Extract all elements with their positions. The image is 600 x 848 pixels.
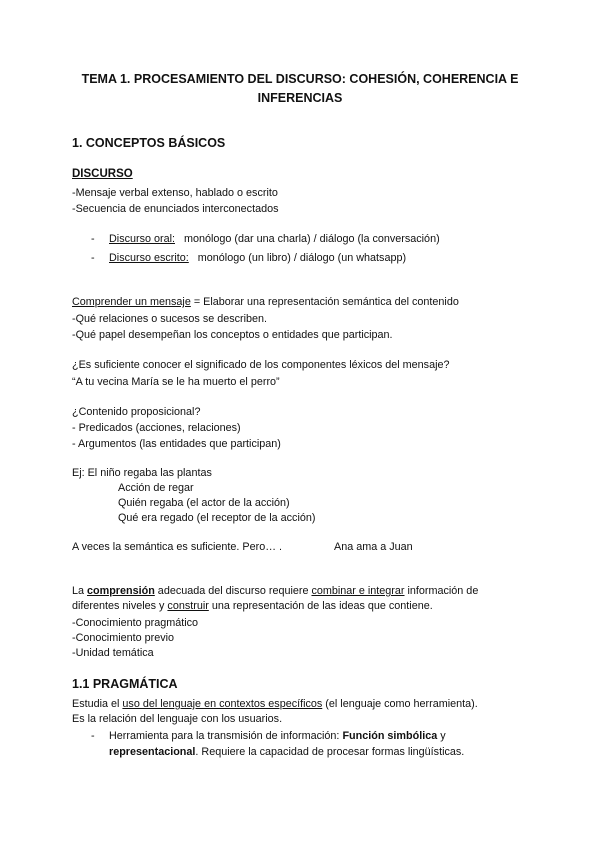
text-line: -Conocimiento previo	[72, 632, 175, 644]
section-heading-conceptos: 1. CONCEPTOS BÁSICOS	[72, 136, 226, 150]
pragmatica-bullet-line-2	[109, 746, 464, 758]
comprender-label: Comprender un mensaje	[72, 296, 191, 308]
text-span: una representación de las ideas que contiene.	[208, 600, 433, 612]
text-span: Herramienta para la transmisión de información:	[109, 730, 343, 742]
bullet-dash: -	[91, 730, 95, 742]
text-span: . Requiere la capacidad de procesar formas lingüísticas.	[195, 746, 465, 758]
example-item: Qué era regado (el receptor de la acción)	[118, 512, 316, 524]
text-span: adecuada del discurso requiere	[154, 585, 312, 597]
aveces-line: A veces la semántica es suficiente. Pero… .	[72, 541, 283, 553]
text-line: -Mensaje verbal extenso, hablado o escrito	[72, 187, 278, 199]
keyword-combinar: combinar e integrar	[311, 585, 405, 597]
pragmatica-bullet-line-1	[109, 730, 446, 742]
text-span: (el lenguaje como herramienta).	[322, 698, 478, 710]
text-span: La	[72, 585, 88, 597]
bullet-item-escrito	[109, 252, 406, 264]
example-item: Acción de regar	[118, 482, 194, 494]
comprender-rest: = Elaborar una representación semántica del contenido	[190, 296, 459, 308]
subheading-discurso: DISCURSO	[72, 168, 133, 180]
bullet-dash: -	[91, 233, 95, 245]
bullet-item-oral	[109, 233, 440, 245]
text-span: Estudia el	[72, 698, 123, 710]
ana-line: Ana ama a Juan	[334, 541, 413, 553]
keyword-construir: construir	[167, 600, 209, 612]
text-span: diferentes niveles y	[72, 600, 168, 612]
example-line: Ej: El niño regaba las plantas	[72, 467, 212, 479]
bullet-dash: -	[91, 252, 95, 264]
document-title: TEMA 1. PROCESAMIENTO DEL DISCURSO: COHESIÓN, COHERENCIA E INFERENCIAS	[81, 72, 519, 105]
text-span: información de	[404, 585, 479, 597]
pragmatica-line-2: Es la relación del lenguaje con los usuarios.	[72, 713, 283, 725]
text-line: -Unidad temática	[72, 647, 154, 659]
bullet-label: Discurso escrito:	[109, 252, 189, 264]
quote-line: “A tu vecina María se le ha muerto el perro”	[72, 376, 280, 388]
prop-question: ¿Contenido proposicional?	[72, 406, 201, 418]
text-line: -Qué relaciones o sucesos se describen.	[72, 313, 268, 325]
section-heading-pragmatica: 1.1 PRAGMÁTICA	[72, 677, 178, 691]
bold-span: representacional	[109, 746, 196, 758]
bullet-text: monólogo (dar una charla) / diálogo (la conversación)	[184, 233, 440, 245]
bold-span: Función simbólica	[342, 730, 438, 742]
comprension-line-1	[72, 585, 478, 597]
bullet-text: monólogo (un libro) / diálogo (un whatsapp)	[197, 252, 407, 264]
text-line: -Conocimiento pragmático	[72, 617, 199, 629]
pragmatica-line-1	[72, 698, 478, 710]
keyword-comprension: comprensión	[87, 585, 155, 597]
text-span: y	[437, 730, 446, 742]
text-line: -Secuencia de enunciados interconectados	[72, 203, 279, 215]
example-item: Quién regaba (el actor de la acción)	[118, 497, 290, 509]
text-line: - Argumentos (las entidades que participan)	[72, 438, 281, 450]
text-line: -Qué papel desempeñan los conceptos o entidades que participan.	[72, 329, 393, 341]
comprension-line-2	[72, 600, 433, 612]
underlined-span: uso del lenguaje en contextos específicos	[122, 698, 323, 710]
bullet-label: Discurso oral:	[109, 233, 175, 245]
text-line: - Predicados (acciones, relaciones)	[72, 422, 241, 434]
question-line: ¿Es suficiente conocer el significado de los componentes léxicos del mensaje?	[72, 359, 450, 371]
comprender-line	[72, 296, 459, 308]
